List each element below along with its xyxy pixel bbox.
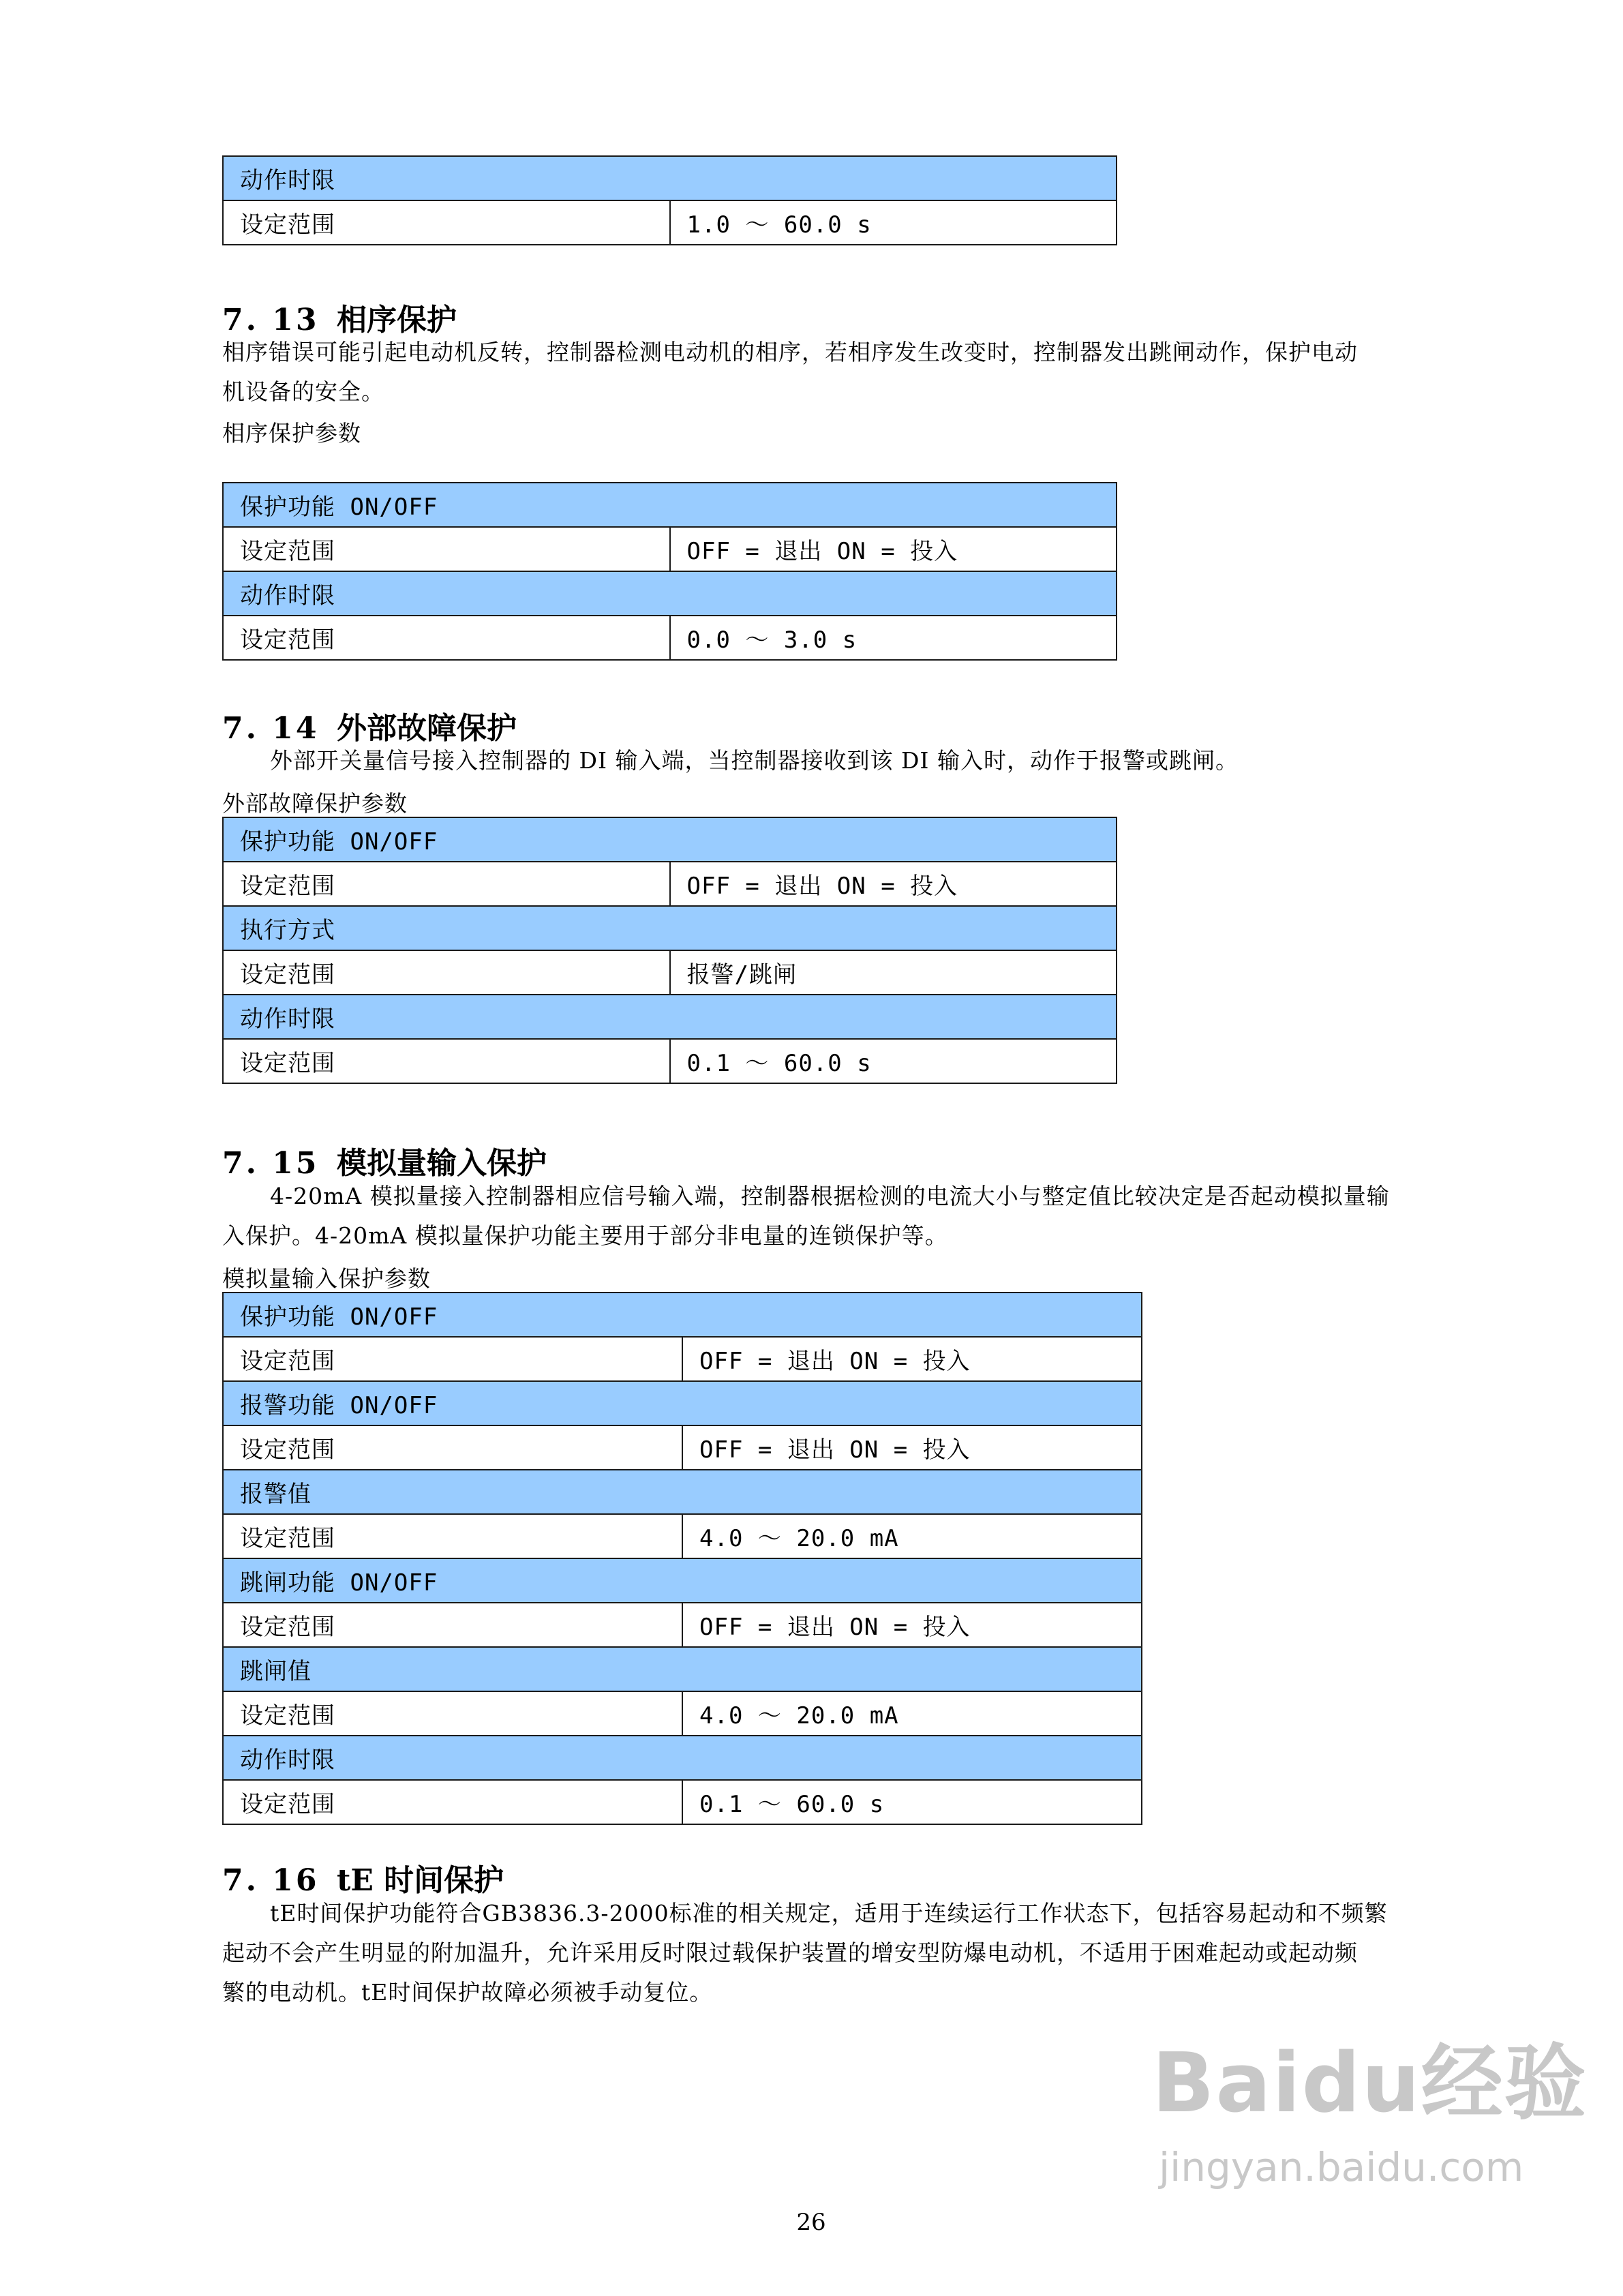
param-name: 动作时限 [223, 571, 1117, 616]
range-label: 设定范围 [223, 1337, 682, 1381]
table-row [223, 1039, 1117, 1083]
range-value: 0.1 ～ 60.0 s [670, 1039, 1117, 1083]
range-value: 4.0 ～ 20.0 mA [682, 1691, 1142, 1736]
param-name: 动作时限 [223, 995, 1117, 1039]
external-fault-param-table [222, 817, 1117, 1084]
section-number: 7. 13 [222, 303, 320, 337]
section-title: tE 时间保护 [337, 1863, 504, 1898]
range-value: OFF = 退出 ON = 投入 [670, 862, 1117, 906]
range-value: OFF = 退出 ON = 投入 [682, 1425, 1142, 1470]
section-title: 模拟量输入保护 [337, 1146, 547, 1181]
table-header-row [223, 906, 1117, 950]
section-title: 相序保护 [337, 303, 457, 337]
phase-sequence-param-table [222, 482, 1117, 661]
table-row [223, 1514, 1142, 1558]
table-header-row [223, 571, 1117, 616]
table-row [223, 862, 1117, 906]
table-header-row [223, 1558, 1142, 1603]
range-label: 设定范围 [223, 862, 670, 906]
section-heading [222, 1138, 547, 1182]
table-header-row [223, 1647, 1142, 1691]
range-value: OFF = 退出 ON = 投入 [682, 1603, 1142, 1647]
range-label: 设定范围 [223, 1691, 682, 1736]
param-name: 报警功能 ON/OFF [223, 1381, 1142, 1425]
param-name: 动作时限 [223, 1736, 1142, 1780]
table-row [223, 527, 1117, 571]
param-name: 保护功能 ON/OFF [223, 483, 1117, 527]
table-header-row [223, 156, 1117, 200]
paragraph-line: 相序错误可能引起电动机反转，控制器检测电动机的相序，若相序发生改变时，控制器发出跳闸动作，保护电动 [222, 339, 1358, 365]
paragraph-line: 外部开关量信号接入控制器的 DI 输入端，当控制器接收到该 DI 输入时，动作于报警或跳闸。 [270, 747, 1239, 774]
param-name: 跳闸功能 ON/OFF [223, 1558, 1142, 1603]
table-row [223, 1691, 1142, 1736]
range-label: 设定范围 [223, 1603, 682, 1647]
range-value: 1.0 ～ 60.0 s [670, 200, 1117, 245]
section-title: 外部故障保护 [337, 711, 517, 746]
watermark-brand: Baidu经验 [1152, 2036, 1588, 2131]
table-header-row [223, 995, 1117, 1039]
table-header-row [223, 817, 1117, 862]
table-header-row [223, 1470, 1142, 1514]
range-label: 设定范围 [223, 1780, 682, 1824]
range-label: 设定范围 [223, 1425, 682, 1470]
paragraph-line: 繁的电动机。tE时间保护故障必须被手动复位。 [222, 1979, 713, 2006]
range-label: 设定范围 [223, 616, 670, 660]
table-row [223, 616, 1117, 660]
range-value: 0.1 ～ 60.0 s [682, 1780, 1142, 1824]
range-value: OFF = 退出 ON = 投入 [670, 527, 1117, 571]
range-value: 4.0 ～ 20.0 mA [682, 1514, 1142, 1558]
table-row [223, 1780, 1142, 1824]
section-paragraph [222, 1894, 1388, 2012]
top-param-table [222, 155, 1117, 245]
table-header-row [223, 1736, 1142, 1780]
range-value: 报警/跳闸 [670, 950, 1117, 995]
table-row [223, 950, 1117, 995]
section-paragraph [222, 333, 1358, 412]
range-label: 设定范围 [223, 1039, 670, 1083]
table-row [223, 1337, 1142, 1381]
section-number: 7. 14 [222, 711, 320, 746]
table-header-row [223, 1293, 1142, 1337]
paragraph-line: 机设备的安全。 [222, 378, 384, 405]
table-row [223, 200, 1117, 245]
paragraph-line: 入保护。4-20mA 模拟量保护功能主要用于部分非电量的连锁保护等。 [222, 1222, 948, 1249]
paragraph-line: tE时间保护功能符合GB3836.3-2000标准的相关规定，适用于连续运行工作状态下，包括容易起动和不频繁 [270, 1900, 1388, 1927]
baidu-watermark [1152, 2018, 1588, 2190]
paragraph-line: 4-20mA 模拟量接入控制器相应信号输入端，控制器根据检测的电流大小与整定值比较决定是否起动模拟量输 [270, 1183, 1390, 1209]
range-value: 0.0 ～ 3.0 s [670, 616, 1117, 660]
range-label: 设定范围 [223, 527, 670, 571]
table-header-row [223, 483, 1117, 527]
table-caption: 外部故障保护参数 [222, 790, 408, 817]
section-heading [222, 1856, 504, 1899]
watermark-url: jingyan.baidu.com [1159, 2144, 1524, 2190]
range-label: 设定范围 [223, 950, 670, 995]
param-name: 报警值 [223, 1470, 1142, 1514]
param-name: 执行方式 [223, 906, 1117, 950]
range-label: 设定范围 [223, 1514, 682, 1558]
table-caption: 模拟量输入保护参数 [222, 1265, 431, 1292]
section-paragraph [222, 1177, 1390, 1256]
analog-input-param-table [222, 1292, 1142, 1825]
param-name: 保护功能 ON/OFF [223, 817, 1117, 862]
page-number: 26 [796, 2209, 826, 2236]
section-number: 7. 15 [222, 1146, 320, 1181]
range-value: OFF = 退出 ON = 投入 [682, 1337, 1142, 1381]
table-row [223, 1603, 1142, 1647]
paragraph-line: 起动不会产生明显的附加温升，允许采用反时限过载保护装置的增安型防爆电动机，不适用于困难起动或起动频 [222, 1939, 1358, 1966]
table-header-row [223, 1381, 1142, 1425]
param-name: 动作时限 [223, 156, 1117, 200]
table-row [223, 1425, 1142, 1470]
param-name: 保护功能 ON/OFF [223, 1293, 1142, 1337]
section-paragraph [270, 741, 1239, 781]
table-caption: 相序保护参数 [222, 420, 361, 447]
param-name: 跳闸值 [223, 1647, 1142, 1691]
section-number: 7. 16 [222, 1863, 320, 1898]
range-label: 设定范围 [223, 200, 670, 245]
